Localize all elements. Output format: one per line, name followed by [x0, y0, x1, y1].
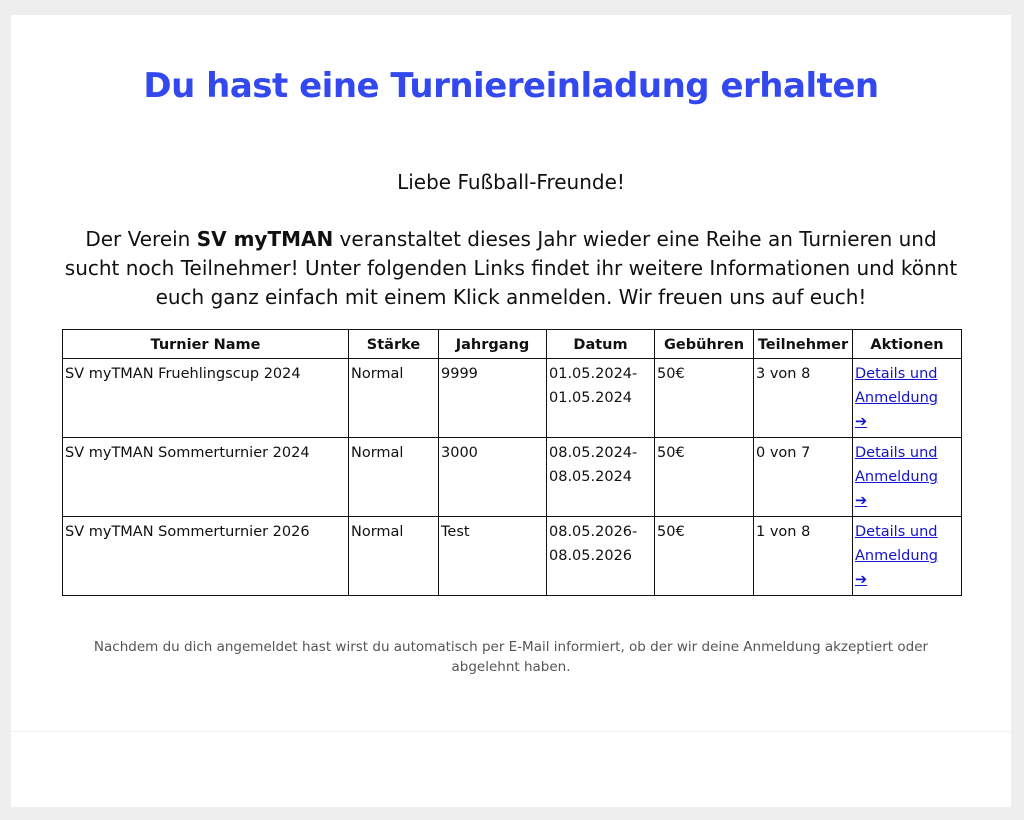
tournament-table [62, 329, 962, 596]
date-to: 08.05.2024 [549, 469, 633, 485]
year-cell: Test [439, 517, 547, 596]
intro-text-after: veranstaltet dieses Jahr wieder eine Reihe an Turnieren und sucht noch Teilnehmer! Unter folgenden Links findet ihr weitere Informationen und könnt euch ganz einfach mit einem Klick anmelden. Wir freuen uns auf euch! [64, 227, 958, 309]
date-cell [547, 359, 655, 438]
table-row [63, 517, 962, 596]
page-title: Du hast eine Turniereinladung erhalten [143, 66, 879, 106]
date-from: 01.05.2024- [549, 366, 638, 382]
participants-cell: 0 von 7 [754, 438, 853, 517]
tournament-name-cell: SV myTMAN Sommerturnier 2024 [63, 438, 349, 517]
date-from: 08.05.2026- [549, 524, 638, 540]
column-header-date: Datum [547, 330, 655, 359]
column-header-fee: Gebühren [655, 330, 754, 359]
club-name: SV myTMAN [196, 227, 334, 251]
details-registration-link[interactable] [855, 366, 938, 430]
intro-text-before: Der Verein [85, 227, 197, 251]
tournament-name-cell: SV myTMAN Sommerturnier 2026 [63, 517, 349, 596]
year-cell: 9999 [439, 359, 547, 438]
footnote-text: Nachdem du dich angemeldet hast wirst du automatisch per E-Mail informiert, ob der wir deine Anmeldung akzeptiert oder abgelehnt haben. [93, 639, 929, 675]
date-to: 08.05.2026 [549, 548, 633, 564]
participants-cell: 3 von 8 [754, 359, 853, 438]
details-registration-link[interactable] [855, 445, 938, 509]
column-header-year: Jahrgang [439, 330, 547, 359]
details-registration-link[interactable] [855, 524, 938, 588]
column-header-name: Turnier Name [63, 330, 349, 359]
year-cell: 3000 [439, 438, 547, 517]
date-cell [547, 517, 655, 596]
footer-divider [11, 731, 1011, 732]
table-header-row [63, 330, 962, 359]
date-cell [547, 438, 655, 517]
arrow-right-icon: ➔ [855, 414, 868, 430]
arrow-right-icon: ➔ [855, 572, 868, 588]
actions-cell [853, 438, 962, 517]
participants-cell: 1 von 8 [754, 517, 853, 596]
intro-paragraph [61, 225, 961, 312]
column-header-actions: Aktionen [853, 330, 962, 359]
actions-cell [853, 359, 962, 438]
email-card [11, 15, 1011, 807]
arrow-right-icon: ➔ [855, 493, 868, 509]
fee-cell: 50€ [655, 438, 754, 517]
column-header-participants: Teilnehmer [754, 330, 853, 359]
strength-cell: Normal [349, 438, 439, 517]
details-link-label: Details und Anmeldung [855, 445, 938, 485]
actions-cell [853, 517, 962, 596]
strength-cell: Normal [349, 359, 439, 438]
fee-cell: 50€ [655, 517, 754, 596]
strength-cell: Normal [349, 517, 439, 596]
details-link-label: Details und Anmeldung [855, 366, 938, 406]
details-link-label: Details und Anmeldung [855, 524, 938, 564]
fee-cell: 50€ [655, 359, 754, 438]
date-from: 08.05.2024- [549, 445, 638, 461]
date-to: 01.05.2024 [549, 390, 633, 406]
greeting-text: Liebe Fußball-Freunde! [397, 170, 625, 194]
table-row [63, 359, 962, 438]
column-header-strength: Stärke [349, 330, 439, 359]
table-row [63, 438, 962, 517]
tournament-name-cell: SV myTMAN Fruehlingscup 2024 [63, 359, 349, 438]
